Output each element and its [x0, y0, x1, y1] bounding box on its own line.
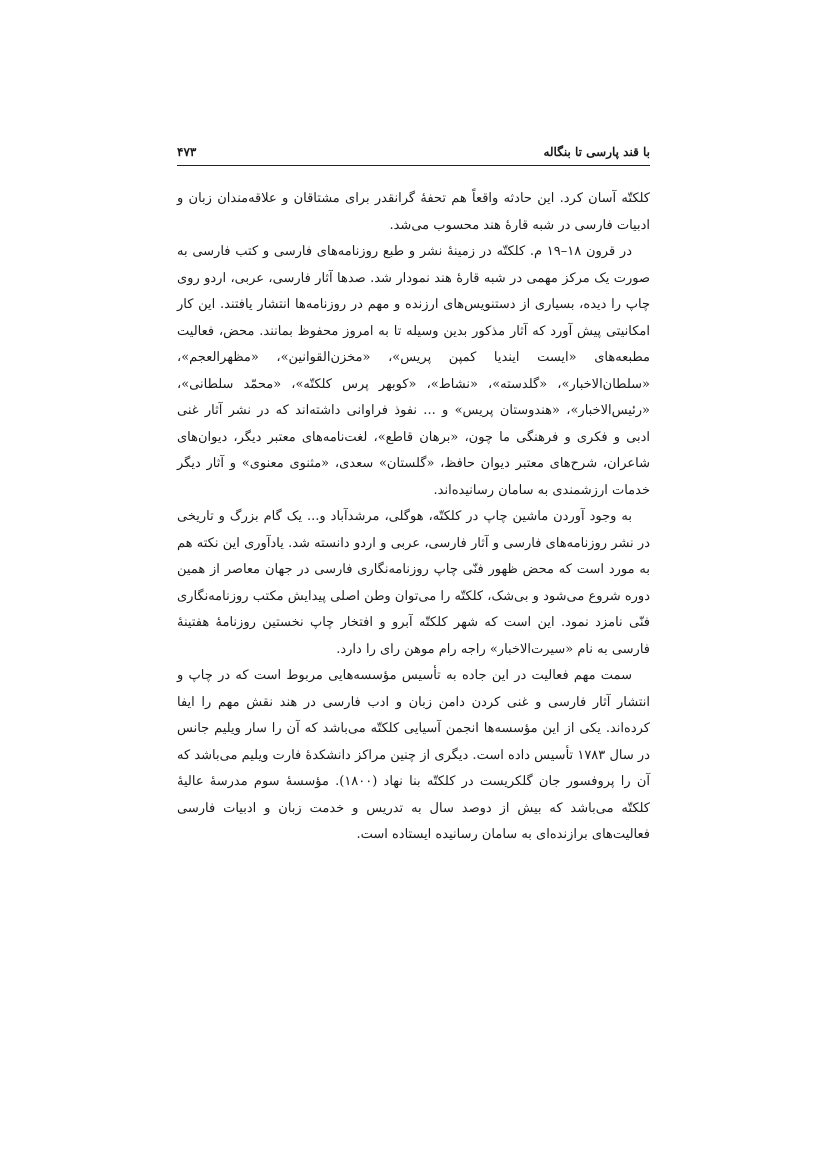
running-title: با قند پارسی تا بنگاله: [543, 145, 650, 159]
page-number: ۴۷۳: [177, 145, 197, 159]
running-header: [177, 141, 650, 163]
header-rule: [177, 165, 650, 166]
paragraph-4: سمت مهم فعالیت در این جاده به تأسیس مؤسسه‌هایی مربوط است که در چاپ و انتشار آثار فارسی و غنی کردن دامن زبان و ادب فارسی در هند نقش مهم را ایفا کرده‌اند. یکی از این مؤسسه‌ها انجمن آسیایی کلکتّه می‌باشد که آن را سار ویلیم جانس در سال ۱۷۸۳ تأسیس داده است. دیگری از چنین مراکز دانشکدهٔ فارت ویلیم می‌باشد که آن را پروفسور جان گلکریست در کلکتّه بنا نهاد (۱۸۰۰). مؤسسهٔ سوم مدرسهٔ عالیهٔ کلکتّه می‌باشد که بیش از دوصد سال به تدریس و خدمت زبان و ادبیات فارسی فعالیت‌های برازنده‌ای به سامان رسانیده ایستاده است.: [177, 668, 650, 842]
paragraph-3: به وجود آوردن ماشین چاپ در کلکتّه، هوگلی، مرشدآباد و... یک گام بزرگ و تاریخی در نشر روزنامه‌های فارسی و آثار فارسی، عربی و اردو دانسته شد. یادآوری این نکته هم به مورد است که محض ظهور فنّی چاپ روزنامه‌نگاری فارسی در جهان معاصر از همین دوره شروع می‌شود و بی‌شک، کلکتّه را می‌توان وطن اصلی پیدایش مکتب روزنامه‌نگاری فنّی نامزد نمود. این است که شهر کلکتّه آبرو و افتخار چاپ نخستین روزنامهٔ هفتینهٔ فارسی به نام «سیرت‌الاخبار» راجه رام موهن رای را دارد.: [177, 509, 650, 657]
body-text: [177, 186, 650, 849]
paragraph-2: در قرون ۱۸–۱۹ م. کلکتّه در زمینهٔ نشر و طبع روزنامه‌های فارسی و کتب فارسی به صورت یک مرکز مهمی در شبه قارهٔ هند نمودار شد. صدها آثار فارسی، عربی، اردو روی چاپ را دیده، بسیاری از دستنویس‌های ارزنده و مهم در روزنامه‌ها انتشار یافتند. این کار امکانیتی پیش آورد که آثار مذکور بدین وسیله تا به امروز محفوظ بمانند. محض، فعالیت مطبعه‌های «ایست اینديا کمپن پریس»، «مخزن‌القوانین»، «مظهرالعجم»، «سلطان‌الاخبار»، «گلدسته»، «نشاط»، «کوبهر پرس کلکتّه»، «محمّد سلطانی»، «رئیس‌الاخبار»، «هندوستان پریس» و ... نفوذ فراوانی داشته‌اند که در نشر آثار غنی ادبی و فکری و فرهنگی ما چون، «برهان قاطع»، لغت‌نامه‌های معتبر دیگر، دیوان‌های شاعران، شرح‌های معتبر دیوان حافظ، «گلستان» سعدی، «مثنوی معنوی» و آثار دیگر خدمات ارزشمندی به سامان رسانیده‌اند.: [177, 244, 650, 498]
paragraph-1: کلکتّه آسان کرد. این حادثه واقعاً هم تحفهٔ گرانقدر برای مشتاقان و علاقه‌مندان زبان و ادبیات فارسی در شبه قارهٔ هند محسوب می‌شد.: [177, 191, 650, 233]
